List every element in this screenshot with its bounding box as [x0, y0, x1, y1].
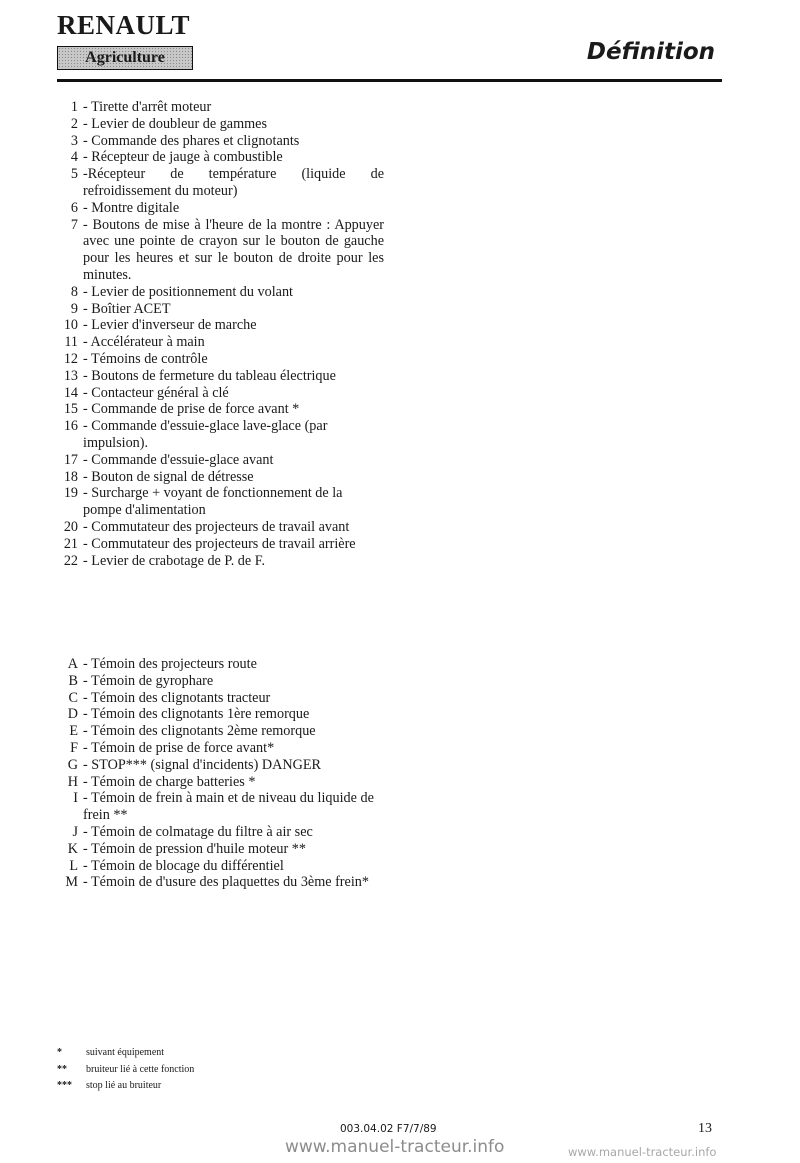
item-text: - Témoin des clignotants 2ème remorque — [83, 723, 316, 740]
item-text: - Témoin de frein à main et de niveau du liquide de frein ** — [83, 790, 374, 824]
item-number: 11 — [64, 334, 78, 351]
item-text: - Commande d'essuie-glace lave-glace (par impulsion). — [83, 418, 328, 451]
list-item — [54, 317, 394, 334]
list-item — [54, 166, 394, 200]
list-item — [54, 536, 394, 553]
item-text: - Contacteur général à clé — [83, 384, 229, 401]
list-item — [54, 824, 394, 841]
item-text: - Tirette d'arrêt moteur — [83, 99, 212, 115]
item-text: - Bouton de signal de détresse — [83, 468, 254, 485]
list-item — [54, 706, 394, 723]
item-text: - Témoins de contrôle — [83, 350, 208, 367]
item-text: - Témoin de colmatage du filtre à air sec — [83, 823, 313, 840]
footnote-text: stop lié au bruiteur — [86, 1080, 162, 1091]
item-text: - Témoin des clignotants tracteur — [83, 689, 271, 706]
list-item — [54, 217, 394, 284]
item-text: - Surcharge + voyant de fonctionnement de la pompe d'alimentation — [83, 485, 343, 519]
list-item — [54, 149, 394, 166]
list-item — [54, 99, 394, 116]
item-letter: B — [68, 672, 78, 689]
document-reference: 003.04.02 F7/7/89 — [340, 1123, 437, 1135]
item-number: 17 — [63, 451, 78, 468]
list-item — [54, 858, 394, 875]
item-text: - Levier de crabotage de P. de F. — [83, 552, 266, 569]
header-divider — [57, 79, 722, 82]
item-text: - Témoin de pression d'huile moteur ** — [83, 840, 306, 857]
footnote — [57, 1062, 194, 1079]
list-item — [54, 740, 394, 757]
item-number: 16 — [63, 418, 78, 435]
indicator-lights-list — [54, 656, 394, 891]
item-text: - Témoin de d'usure des plaquettes du 3ème frein* — [83, 874, 369, 891]
list-item — [54, 452, 394, 469]
item-number: 22 — [63, 552, 78, 569]
list-item — [54, 757, 394, 774]
item-text: - Témoin de gyrophare — [83, 672, 214, 689]
footnote-text: bruiteur lié à cette fonction — [86, 1063, 195, 1075]
list-item — [54, 790, 394, 824]
item-letter: I — [73, 790, 78, 807]
list-item — [54, 284, 394, 301]
item-number: 5 — [70, 166, 78, 183]
item-text: - Levier de doubleur de gammes — [83, 115, 267, 132]
item-number: 1 — [70, 99, 78, 115]
item-text: - Montre digitale — [83, 199, 180, 216]
item-text: - Levier d'inverseur de marche — [83, 317, 257, 334]
item-number: 9 — [70, 300, 78, 317]
item-letter: D — [67, 706, 78, 723]
list-item — [54, 841, 394, 858]
list-item — [54, 553, 394, 570]
page-number: 13 — [698, 1121, 712, 1136]
list-item — [54, 774, 394, 791]
list-item — [54, 301, 394, 318]
item-text: - Témoin des projecteurs route — [83, 656, 257, 672]
item-number: 20 — [63, 518, 78, 535]
list-item — [54, 334, 394, 351]
item-text: - Commande d'essuie-glace avant — [83, 451, 274, 468]
footnote-mark: ** — [57, 1063, 67, 1075]
item-number: 19 — [63, 485, 78, 502]
item-text: - Témoin des clignotants 1ère remorque — [83, 706, 310, 723]
item-text: - Boutons de mise à l'heure de la montre : Appuyer avec une pointe de crayon sur le bouton de gauche pour les heures et sur le bouton de droite pour les minutes. — [83, 216, 384, 283]
item-text: - Boutons de fermeture du tableau électrique — [83, 367, 336, 384]
item-number: 14 — [63, 384, 78, 401]
item-letter: G — [67, 756, 78, 773]
list-item — [54, 874, 394, 891]
item-letter: C — [68, 689, 78, 706]
item-letter: J — [72, 823, 78, 840]
item-text: - STOP*** (signal d'incidents) DANGER — [83, 756, 321, 773]
page-title: Définition — [586, 39, 715, 65]
division-badge: Agriculture — [57, 46, 193, 70]
brand-logo-text: RENAULT — [57, 10, 191, 40]
item-text: - Boîtier ACET — [83, 300, 171, 317]
item-letter: H — [67, 773, 78, 790]
list-item — [54, 200, 394, 217]
item-letter: L — [69, 857, 78, 874]
item-text: - Accélérateur à main — [83, 334, 205, 351]
item-number: 4 — [70, 149, 78, 166]
list-item — [54, 401, 394, 418]
list-item — [54, 656, 394, 673]
item-number: 18 — [63, 468, 78, 485]
item-letter: A — [67, 656, 78, 672]
footnotes — [57, 1045, 194, 1095]
item-letter: K — [67, 840, 78, 857]
footnote — [57, 1078, 194, 1095]
list-item — [54, 723, 394, 740]
footnote — [57, 1045, 194, 1062]
watermark-center: www.manuel-tracteur.info — [285, 1137, 505, 1157]
item-number: 13 — [63, 367, 78, 384]
item-number: 12 — [63, 350, 78, 367]
item-text: -Récepteur de température (liquide de refroidissement du moteur) — [83, 166, 384, 199]
list-item — [54, 519, 394, 536]
item-number: 3 — [70, 132, 78, 149]
list-item — [54, 673, 394, 690]
item-text: - Témoin de prise de force avant* — [83, 739, 275, 756]
footnote-mark: *** — [57, 1080, 72, 1091]
list-item — [54, 469, 394, 486]
watermark-right: www.manuel-tracteur.info — [568, 1145, 717, 1159]
item-text: - Commande de prise de force avant * — [83, 401, 300, 418]
list-item — [54, 690, 394, 707]
controls-list — [54, 99, 394, 569]
item-text: - Commande des phares et clignotants — [83, 132, 300, 149]
footnote-text: suivant équipement — [86, 1047, 165, 1058]
item-number: 6 — [70, 199, 78, 216]
item-number: 10 — [63, 317, 78, 334]
list-item — [54, 116, 394, 133]
item-letter: M — [65, 874, 78, 891]
item-letter: E — [69, 723, 78, 740]
item-number: 21 — [63, 535, 78, 552]
item-number: 7 — [70, 216, 78, 233]
list-item — [54, 133, 394, 150]
item-number: 2 — [70, 115, 78, 132]
list-item — [54, 485, 394, 519]
list-item — [54, 351, 394, 368]
item-number: 15 — [63, 401, 78, 418]
item-text: - Témoin de blocage du différentiel — [83, 857, 284, 874]
list-item — [54, 418, 394, 452]
item-text: - Commutateur des projecteurs de travail arrière — [83, 535, 356, 552]
item-text: - Témoin de charge batteries * — [83, 773, 256, 790]
list-item — [54, 368, 394, 385]
item-number: 8 — [70, 283, 78, 300]
footnote-mark: * — [57, 1047, 62, 1058]
item-text: - Levier de positionnement du volant — [83, 283, 293, 300]
item-letter: F — [70, 739, 78, 756]
item-text: - Récepteur de jauge à combustible — [83, 149, 283, 166]
list-item — [54, 385, 394, 402]
item-text: - Commutateur des projecteurs de travail avant — [83, 518, 350, 535]
